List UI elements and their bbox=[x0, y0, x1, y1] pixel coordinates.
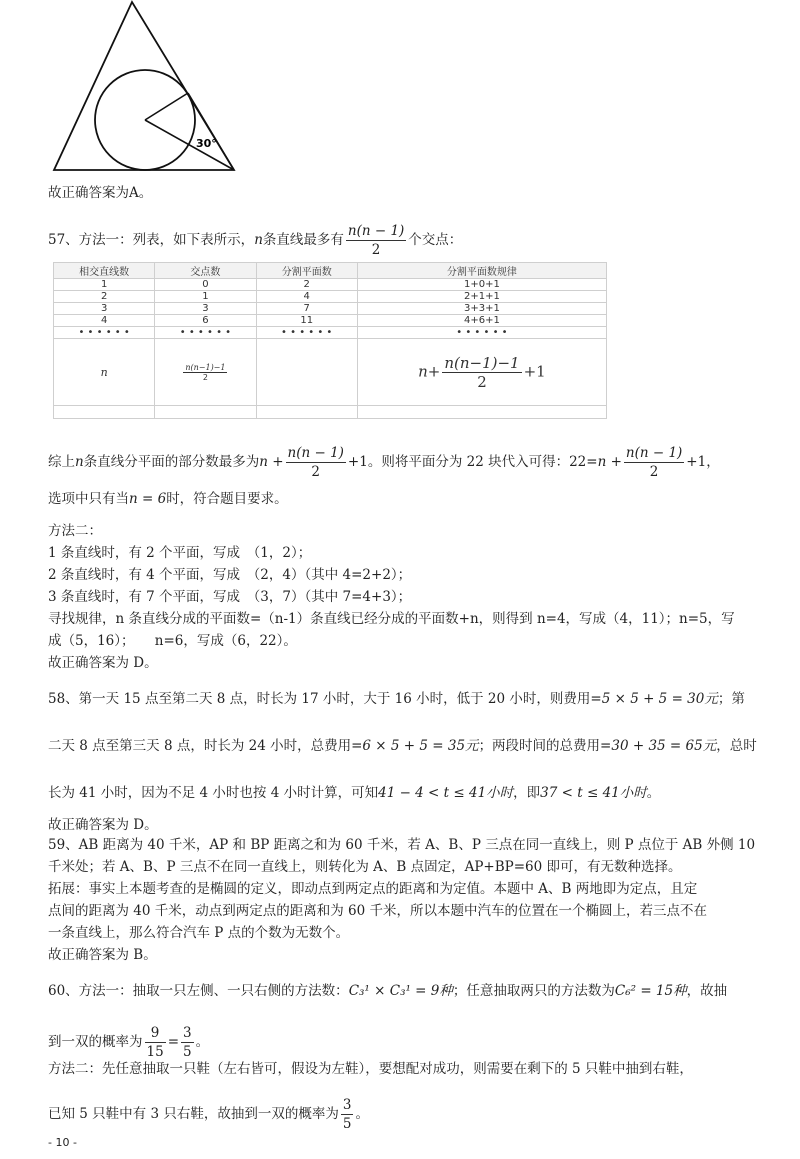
angle-label: 30° bbox=[196, 137, 217, 150]
table-row: 1 0 2 1+0+1 bbox=[54, 279, 607, 291]
table-row: • • • • • • • • • • • • • • • • • • • • • • • • bbox=[54, 327, 607, 339]
table-fraction: $\frac{n(n-1)-1}{2}$ bbox=[185, 362, 226, 382]
table-fraction-large: $\frac{n(n-1)-1}{2}$ bbox=[444, 353, 520, 391]
q60-line2: 到一双的概率为 $\frac{9}{15}$ = $\frac{3}{5}$ 。 bbox=[48, 1025, 210, 1060]
q58-line3: 长为 41 小时，因为不足 4 小时也按 4 小时计算，可知41 − 4 < t ≤ 41小时，即37 < t ≤ 41小时。 bbox=[48, 785, 661, 801]
q59-line: 59、AB 距离为 40 千米，AP 和 BP 距离之和为 60 千米，若 A、B、P 三点在同一直线上，则 P 点位于 AB 外侧 10 bbox=[48, 837, 756, 853]
q59-line: 点间的距离为 40 千米，动点到两定点的距离和为 60 千米，所以本题中汽车的位置在一个椭圆上，若三点不在 bbox=[48, 903, 708, 919]
table-row: 4 6 11 4+6+1 bbox=[54, 315, 607, 327]
q57-choice: 选项中只有当n = 6时，符合题目要求。 bbox=[48, 491, 288, 507]
q59-line: 拓展：事实上本题考查的是椭圆的定义，即动点到两定点的距离和为定值。本题中 A、B 两地即为定点，且定 bbox=[48, 881, 698, 897]
page-number: - 10 - bbox=[48, 1136, 77, 1149]
table-header: 交点数 bbox=[155, 263, 256, 279]
q60-line1: 60、方法一：抽取一只左侧、一只右侧的方法数：C₃¹ × C₃¹ = 9种；任意抽取两只的方法数为C₆² = 15种，故抽 bbox=[48, 983, 728, 999]
table-header: 相交直线数 bbox=[54, 263, 155, 279]
q57-method2-line: 成（5，16）； n=6，写成（6，22）。 bbox=[48, 633, 297, 649]
table-row: 3 3 7 3+3+1 bbox=[54, 303, 607, 315]
table-header: 分割平面数 bbox=[256, 263, 357, 279]
q58-line2: 二天 8 点至第三天 8 点，时长为 24 小时，总费用=6 × 5 + 5 = 35元；两段时间的总费用=30 + 35 = 65元，总时 bbox=[48, 738, 757, 754]
q57-method2-line: 寻找规律，n 条直线分成的平面数=（n-1）条直线已经分成的平面数+n，则得到 n=4，写成（4，11）；n=5，写 bbox=[48, 611, 735, 627]
q60-line4: 已知 5 只鞋中有 3 只右鞋，故抽到一双的概率为 $\frac{3}{5}$ 。 bbox=[48, 1097, 369, 1132]
q57-method2-line: 1 条直线时，有 2 个平面，写成 （1，2）； bbox=[48, 545, 312, 561]
q57-fraction: $\frac{n(n - 1)}{2}$ bbox=[347, 223, 405, 258]
q57-answer: 故正确答案为 D。 bbox=[48, 655, 158, 671]
table-header: 分割平面数规律 bbox=[357, 263, 606, 279]
q59-line: 一条直线上，那么符合汽车 P 点的个数为无数个。 bbox=[48, 925, 350, 941]
q57-method2-title: 方法二： bbox=[48, 523, 102, 539]
q59-answer: 故正确答案为 B。 bbox=[48, 947, 157, 963]
table-row-general: n $\frac{n(n-1)-1}{2}$ n+ $\frac{n(n-1)-1}{2}$ +1 bbox=[54, 339, 607, 406]
q57-summary: 综上n条直线分平面的部分数最多为n + $\frac{n(n - 1)}{2}$ +1。则将平面分为 22 块代入可得：22=n + $\frac{n(n - 1)}{2}$ +1， bbox=[48, 445, 720, 480]
table-header-row bbox=[54, 263, 607, 279]
q57-method2-line: 3 条直线时，有 7 个平面，写成 （3，7）（其中 7=4+3）； bbox=[48, 589, 412, 605]
intersection-table bbox=[53, 262, 607, 419]
q57-method2-line: 2 条直线时，有 4 个平面，写成 （2，4）（其中 4=2+2）； bbox=[48, 567, 412, 583]
q57-intro: 57、方法一：列表，如下表所示，n条直线最多有 $\frac{n(n - 1)}{2}$ 个交点： bbox=[48, 223, 463, 258]
q60-line3: 方法二：先任意抽取一只鞋（左右皆可，假设为左鞋），要想配对成功，则需要在剩下的 5 只鞋中抽到右鞋， bbox=[48, 1061, 693, 1077]
q58-line1: 58、第一天 15 点至第二天 8 点，时长为 17 小时，大于 16 小时，低于 20 小时，则费用=5 × 5 + 5 = 30元；第 bbox=[48, 691, 745, 707]
geometry-figure bbox=[48, 0, 248, 175]
q56-answer: 故正确答案为A。 bbox=[48, 185, 153, 201]
table-row-blank bbox=[54, 406, 607, 419]
q59-line: 千米处；若 A、B、P 三点不在同一直线上，则转化为 A、B 点固定，AP+BP=60 即可，有无数种选择。 bbox=[48, 859, 682, 875]
table-row: 2 1 4 2+1+1 bbox=[54, 291, 607, 303]
q58-answer: 故正确答案为 D。 bbox=[48, 817, 158, 833]
